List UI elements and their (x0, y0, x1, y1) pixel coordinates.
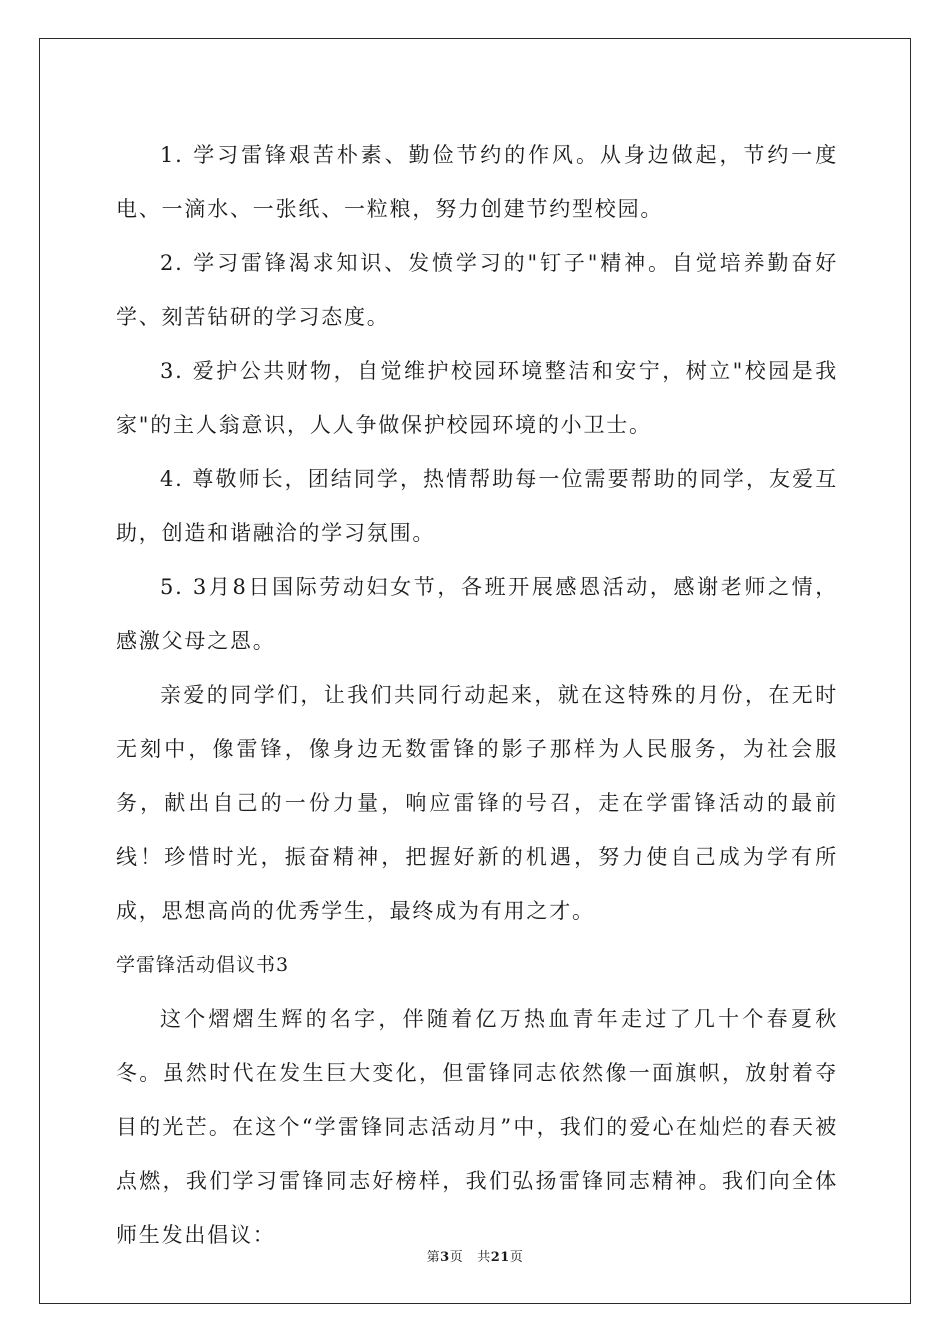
footer-prefix: 第 (426, 1250, 441, 1265)
paragraph-item-1: 1. 学习雷锋艰苦朴素、勤俭节约的作风。从身边做起，节约一度电、一滴水、一张纸、一粒粮，努力创建节约型校园。 (116, 143, 838, 221)
footer-current-page: 3 (440, 1250, 450, 1265)
footer-total-prefix: 共 (477, 1250, 491, 1265)
page-footer (0, 1246, 950, 1265)
document-body (116, 128, 838, 1262)
footer-page-suffix: 页 (449, 1250, 464, 1265)
footer-total-suffix: 页 (509, 1250, 524, 1265)
paragraph-item-5: 5. 3月8日国际劳动妇女节，各班开展感恩活动，感谢老师之情，感激父母之恩。 (116, 575, 838, 653)
paragraph-item-2: 2. 学习雷锋渴求知识、发愤学习的"钉子"精神。自觉培养勤奋好学、刻苦钻研的学习态度。 (116, 251, 838, 329)
section-paragraph-1: 这个熠熠生辉的名字，伴随着亿万热血青年走过了几十个春夏秋冬。虽然时代在发生巨大变化，但雷锋同志依然像一面旗帜，放射着夺目的光芒。在这个“学雷锋同志活动月”中，我们的爱心在灿烂的春天被点燃，我们学习雷锋同志好榜样，我们弘扬雷锋同志精神。我们向全体师生发出倡议： (116, 1007, 838, 1247)
footer-total-pages: 21 (490, 1250, 510, 1265)
paragraph-item-4: 4. 尊敬师长，团结同学，热情帮助每一位需要帮助的同学，友爱互助，创造和谐融洽的学习氛围。 (116, 467, 838, 545)
paragraph-item-3: 3. 爱护公共财物，自觉维护校园环境整洁和安宁，树立"校园是我家"的主人翁意识，人人争做保护校园环境的小卫士。 (116, 359, 838, 437)
paragraph-closing: 亲爱的同学们，让我们共同行动起来，就在这特殊的月份，在无时无刻中，像雷锋，像身边无数雷锋的影子那样为人民服务，为社会服务，献出自己的一份力量，响应雷锋的号召，走在学雷锋活动的最前线！珍惜时光，振奋精神，把握好新的机遇，努力使自己成为学有所成，思想高尚的优秀学生，最终成为有用之才。 (116, 683, 838, 923)
section-heading: 学雷锋活动倡议书3 (116, 954, 290, 976)
